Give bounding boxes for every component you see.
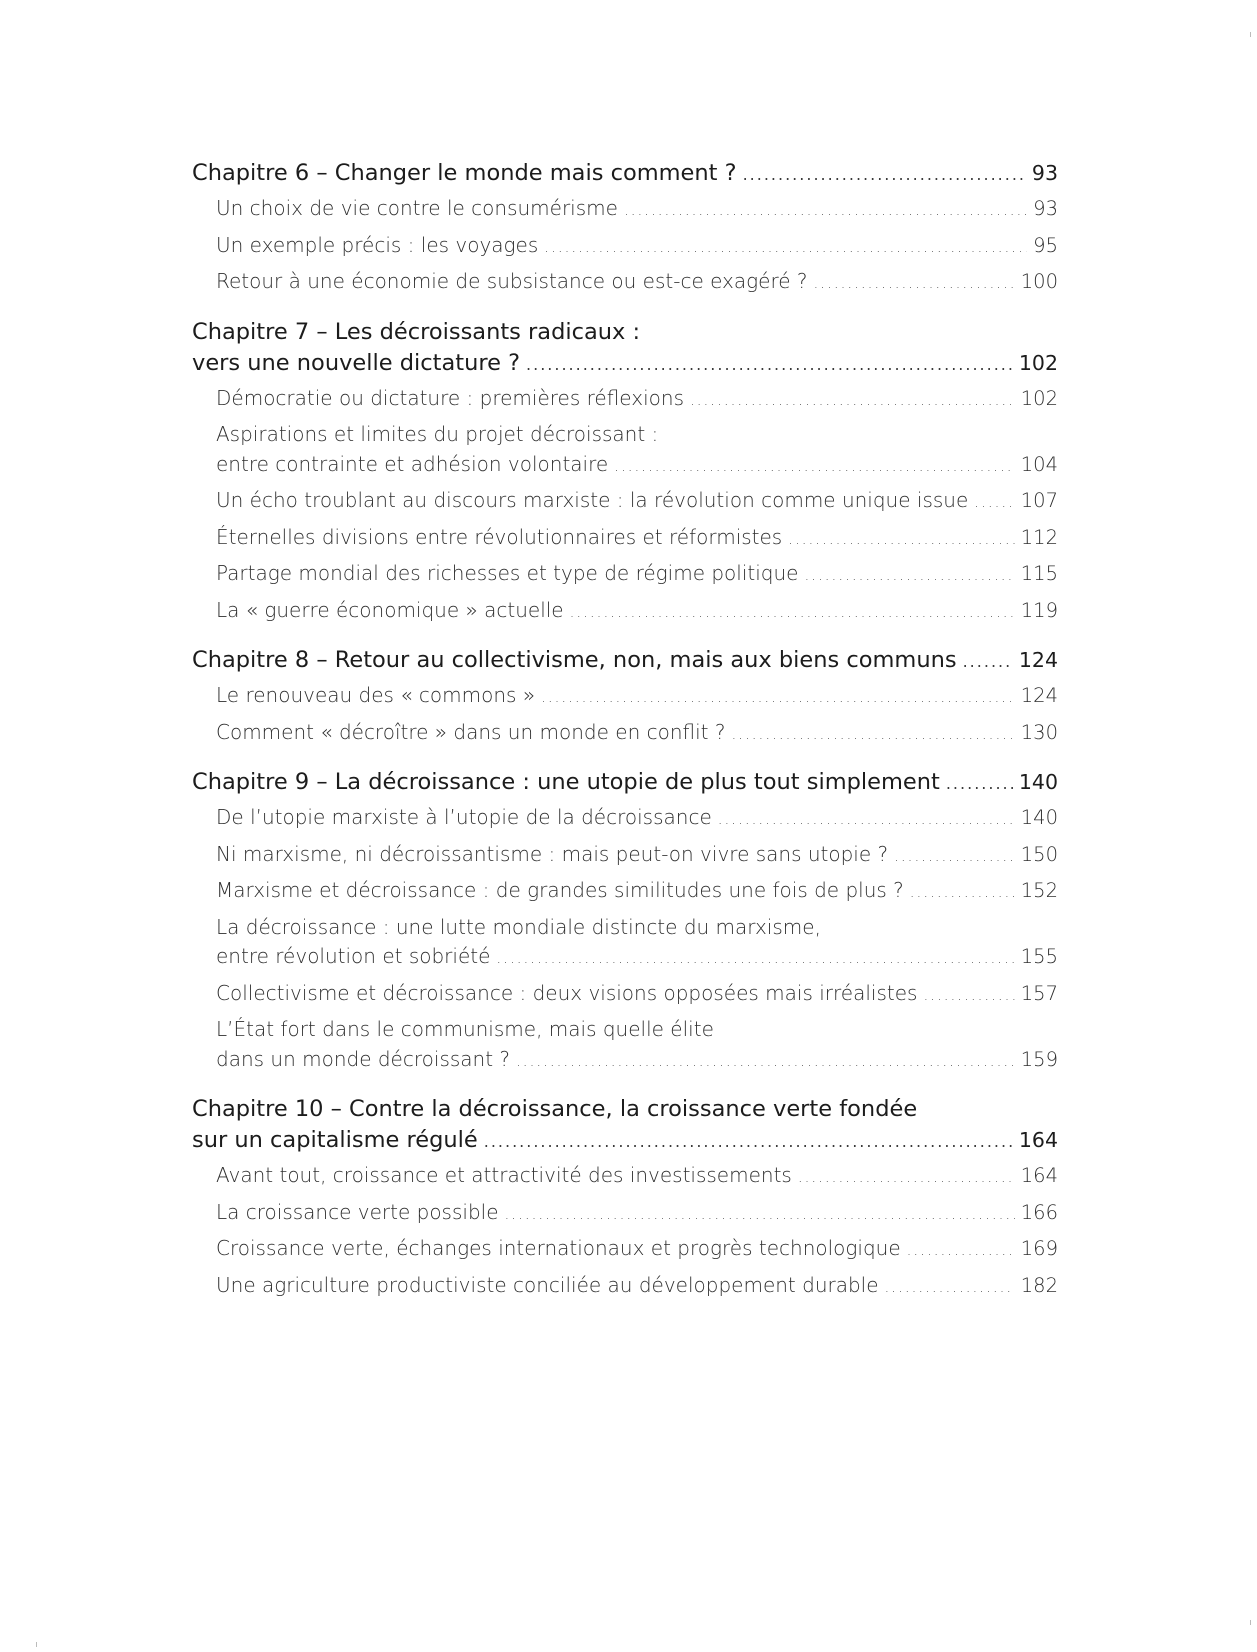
toc-entry (216, 681, 1058, 713)
dot-leader (614, 452, 1015, 482)
entry-title: Retour à une économie de subsistance ou est-ce exagéré ? (216, 269, 808, 293)
dot-leader (516, 1047, 1015, 1077)
dot-leader (798, 1163, 1015, 1193)
page-number: 102 (1020, 386, 1058, 410)
chapter-title-line: Chapitre 10 – Contre la décroissance, la croissance verte fondée (192, 1096, 918, 1122)
entry-title: entre contrainte et adhésion volontaire (216, 451, 609, 476)
dot-leader (505, 1200, 1015, 1230)
dot-leader (963, 646, 1013, 677)
page-number: 95 (1033, 233, 1058, 257)
dot-leader (526, 349, 1013, 380)
chapter-title: vers une nouvelle dictature ? (192, 349, 521, 376)
dot-leader (496, 944, 1014, 974)
page-number: 124 (1020, 684, 1058, 707)
toc-entry (216, 1198, 1058, 1230)
page-number: 93 (1033, 197, 1058, 220)
crop-mark (1250, 32, 1251, 37)
entry-title: La croissance verte possible (216, 1199, 499, 1224)
chapter-7 (192, 317, 1058, 628)
page-number: 164 (1020, 1164, 1058, 1187)
dot-leader (541, 683, 1015, 713)
entry-title: Avant tout, croissance et attractivité des investissements (216, 1163, 792, 1187)
page-number: 102 (1018, 350, 1058, 375)
page-number: 107 (1020, 489, 1058, 512)
entry-title: Une agriculture productiviste conciliée au développement durable (216, 1272, 879, 1297)
chapter-heading (192, 645, 1058, 677)
toc-entry (216, 523, 1058, 555)
page-number: 166 (1020, 1200, 1058, 1224)
chapter-title: Chapitre 6 – Changer le monde mais comment ? (192, 160, 737, 186)
toc-entry (216, 913, 1058, 974)
crop-mark (36, 1642, 37, 1647)
entry-title: Marxisme et décroissance : de grandes similitudes une fois de plus ? (216, 878, 904, 902)
page-number: 155 (1020, 945, 1058, 968)
page-number: 150 (1020, 842, 1058, 866)
page-number: 152 (1020, 879, 1058, 902)
page-number: 182 (1020, 1273, 1058, 1297)
dot-leader (484, 1126, 1013, 1157)
entry-title: Comment « décroître » dans un monde en conflit ? (216, 719, 726, 744)
table-of-contents (192, 158, 1058, 1320)
dot-leader (974, 488, 1014, 518)
toc-entry (216, 420, 1058, 481)
section-list (192, 384, 1058, 628)
toc-entry (216, 384, 1058, 416)
toc-entry (216, 876, 1058, 908)
toc-entry (216, 559, 1058, 591)
chapter-10 (192, 1094, 1058, 1302)
toc-entry (216, 1271, 1058, 1303)
toc-entry (216, 1161, 1058, 1193)
chapter-title-line: Chapitre 7 – Les décroissants radicaux : (192, 318, 641, 345)
chapter-9 (192, 767, 1058, 1076)
dot-leader (814, 269, 1015, 299)
toc-entry (216, 803, 1058, 835)
entry-title: Éternelles divisions entre révolutionnaires et réformistes (216, 524, 783, 549)
chapter-8 (192, 645, 1058, 749)
entry-title-line: La décroissance : une lutte mondiale distincte du marxisme, (216, 914, 821, 939)
page-number: 157 (1020, 981, 1058, 1005)
entry-title: Collectivisme et décroissance : deux visions opposées mais irréalistes (216, 980, 918, 1005)
toc-entry (216, 231, 1058, 263)
entry-title: Démocratie ou dictature : premières réflexions (216, 385, 684, 410)
page-number: 112 (1020, 525, 1058, 549)
dot-leader (743, 159, 1026, 190)
dot-leader (910, 878, 1015, 908)
dot-leader (624, 196, 1027, 226)
dot-leader (718, 805, 1015, 835)
entry-title: entre révolution et sobriété (216, 944, 491, 968)
toc-entry (216, 1015, 1058, 1076)
chapter-title: Chapitre 9 – La décroissance : une utopie de plus tout simplement (192, 769, 940, 795)
entry-title: Le renouveau des « commons » (216, 683, 536, 707)
page-number: 140 (1018, 770, 1058, 794)
chapter-heading (192, 317, 1058, 380)
dot-leader (946, 768, 1013, 799)
entry-title: Partage mondial des richesses et type de régime politique (216, 561, 799, 585)
toc-entry (216, 840, 1058, 872)
dot-leader (731, 720, 1014, 750)
entry-title: Un écho troublant au discours marxiste : la révolution comme unique issue (216, 488, 969, 512)
page-number: 115 (1020, 562, 1058, 585)
dot-leader (923, 981, 1014, 1011)
page-number: 169 (1020, 1237, 1058, 1260)
toc-entry (216, 486, 1058, 518)
section-list (192, 1161, 1058, 1302)
toc-entry (216, 979, 1058, 1011)
dot-leader (690, 386, 1015, 416)
page-number: 124 (1018, 648, 1058, 672)
entry-title: Un exemple précis : les voyages (216, 232, 539, 257)
chapter-title: sur un capitalisme régulé (192, 1127, 478, 1153)
chapter-title: Chapitre 8 – Retour au collectivisme, non, mais aux biens communs (192, 647, 957, 673)
entry-title: Ni marxisme, ni décroissantisme : mais peut-on vivre sans utopie ? (216, 841, 889, 866)
dot-leader (885, 1273, 1015, 1303)
section-list (192, 803, 1058, 1076)
page-number: 93 (1031, 161, 1058, 185)
entry-title-line: Aspirations et limites du projet décroissant : (216, 422, 659, 446)
toc-entry (216, 596, 1058, 628)
chapter-heading (192, 158, 1058, 190)
chapter-heading (192, 1094, 1058, 1157)
dot-leader (894, 842, 1015, 872)
dot-leader (804, 561, 1014, 591)
dot-leader (544, 233, 1027, 263)
crop-mark (1250, 1620, 1251, 1625)
dot-leader (570, 598, 1015, 628)
page-number: 140 (1020, 806, 1058, 829)
entry-title: Un choix de vie contre le consumérisme (216, 196, 618, 220)
toc-entry (216, 194, 1058, 226)
page-number: 100 (1020, 270, 1058, 293)
entry-title: Croissance verte, échanges internationaux et progrès technologique (216, 1236, 901, 1260)
page-number: 164 (1018, 1128, 1058, 1152)
toc-entry (216, 1234, 1058, 1266)
chapter-6 (192, 158, 1058, 299)
dot-leader (907, 1236, 1015, 1266)
entry-title: De l’utopie marxiste à l’utopie de la décroissance (216, 805, 712, 829)
dot-leader (788, 525, 1015, 555)
section-list (192, 681, 1058, 749)
entry-title: dans un monde décroissant ? (216, 1046, 511, 1071)
section-list (192, 194, 1058, 299)
entry-title-line: L’État fort dans le communisme, mais quelle élite (216, 1017, 714, 1041)
page-number: 159 (1020, 1047, 1058, 1071)
entry-title: La « guerre économique » actuelle (216, 597, 564, 622)
page-number: 130 (1020, 720, 1058, 744)
chapter-heading (192, 767, 1058, 799)
page-number: 119 (1020, 598, 1058, 622)
toc-entry (216, 267, 1058, 299)
page-number: 104 (1020, 452, 1058, 476)
toc-entry (216, 718, 1058, 750)
